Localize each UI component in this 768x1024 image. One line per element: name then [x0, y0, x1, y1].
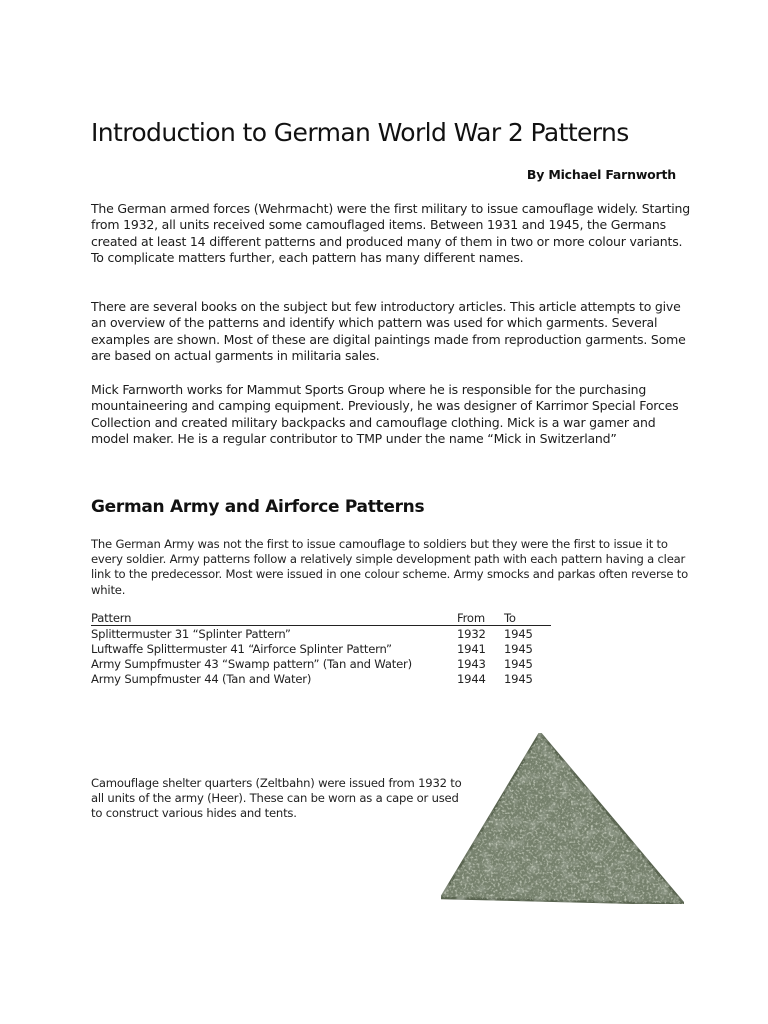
to-year-cell: 1945	[504, 656, 533, 671]
from-year-cell: 1941	[457, 641, 486, 656]
patterns-table	[91, 611, 551, 686]
pattern-name-cell: Luftwaffe Splittermuster 41 “Airforce Splinter Pattern”	[91, 641, 392, 656]
section-heading: German Army and Airforce Patterns	[91, 497, 425, 517]
to-year-cell: 1945	[504, 626, 533, 641]
column-header-pattern: Pattern	[91, 611, 457, 626]
table-row	[91, 641, 551, 656]
table-row	[91, 671, 551, 686]
pattern-name-cell: Army Sumpfmuster 44 (Tan and Water)	[91, 671, 312, 686]
from-year-cell: 1943	[457, 656, 486, 671]
zeltbahn-triangle-image	[438, 728, 688, 906]
from-year-cell: 1944	[457, 671, 486, 686]
author-byline: By Michael Farnworth	[526, 167, 676, 182]
column-header-to: To	[504, 611, 551, 626]
section-paragraph: The German Army was not the first to issue camouflage to soldiers but they were the first to issue it to every soldier. Army patterns follow a relatively simple development path with each pattern having a clear link to the predecessor. Most were issued in one colour scheme. Army smocks and parkas often reverse to white.	[91, 537, 689, 597]
intro-paragraph: The German armed forces (Wehrmacht) were the first military to issue camouflage widely. Starting from 1932, all units received some camouflaged items. Between 1931 and 1945, the Germans created at least 14 different patterns and produced many of them in two or more colour variants. To complicate matters further, each pattern has many different names.	[91, 201, 691, 266]
pattern-name-cell: Army Sumpfmuster 43 “Swamp pattern” (Tan and Water)	[91, 656, 412, 671]
author-bio-paragraph: Mick Farnworth works for Mammut Sports Group where he is responsible for the purchasing mountaineering and camping equipment. Previously, he was designer of Karrimor Special Forces Collection and created military backpacks and camouflage clothing. Mick is a war gamer and model maker. He is a regular contributor to TMP under the name “Mick in Switzerland”	[91, 382, 679, 447]
table-row	[91, 626, 551, 642]
to-year-cell: 1945	[504, 641, 533, 656]
table-row	[91, 656, 551, 671]
page-title: Introduction to German World War 2 Patterns	[91, 118, 629, 147]
column-header-from: From	[457, 611, 504, 626]
from-year-cell: 1932	[457, 626, 486, 641]
to-year-cell: 1945	[504, 671, 533, 686]
zeltbahn-caption: Camouflage shelter quarters (Zeltbahn) were issued from 1932 to all units of the army (Heer). These can be worn as a cape or used to construct various hides and tents.	[91, 776, 462, 821]
table-header-row	[91, 611, 551, 626]
intro-paragraph: There are several books on the subject but few introductory articles. This article attempts to give an overview of the patterns and identify which pattern was used for which garments. Several examples are shown. Most of these are digital paintings made from reproduction garments. Some are based on actual garments in militaria sales.	[91, 299, 686, 364]
pattern-name-cell: Splittermuster 31 “Splinter Pattern”	[91, 626, 291, 641]
